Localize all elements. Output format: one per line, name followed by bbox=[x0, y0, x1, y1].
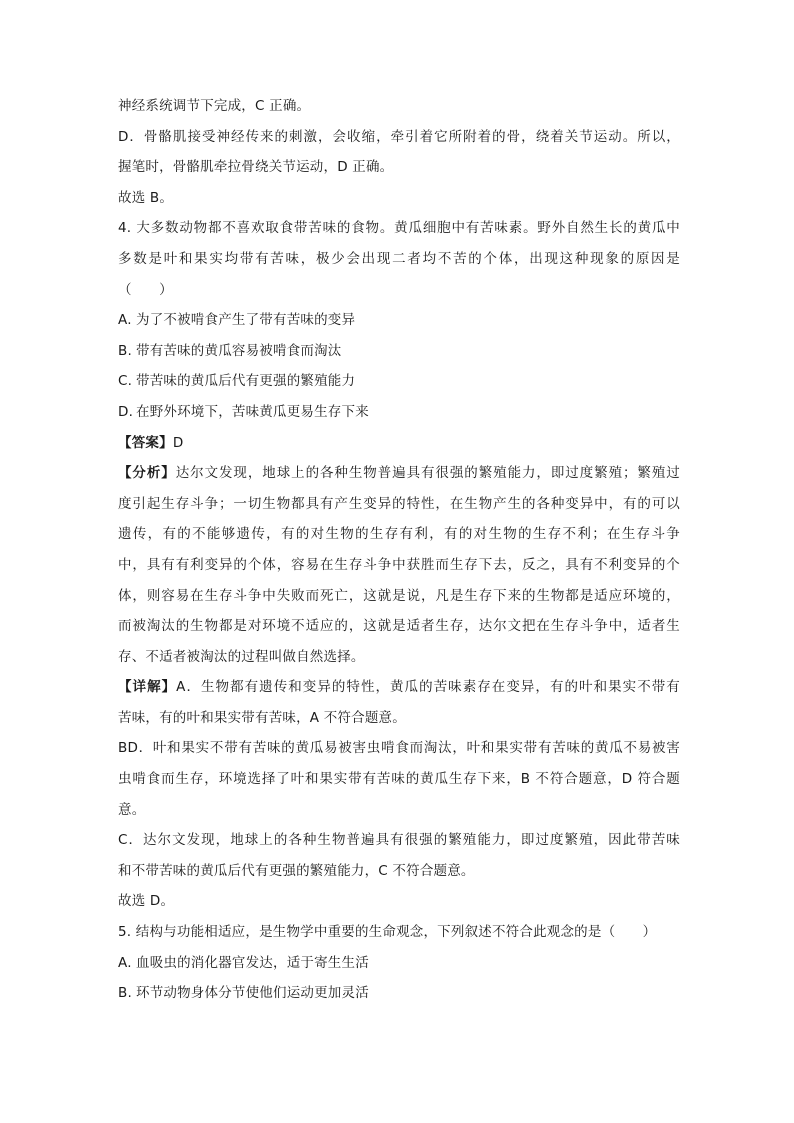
option-key: B. bbox=[118, 985, 132, 1002]
option-text: 在野外环境下，苦味黄瓜更易生存下来 bbox=[136, 403, 369, 420]
prev-explanation-line: D．骨骼肌接受神经传来的刺激，会收缩，牵引着它所附着的骨，绕着关节运动。所以， bbox=[118, 128, 680, 145]
detail-text: A．生物都有遗传和变异的特性，黄瓜的苦味素存在变异，有的叶和果实不带有 bbox=[176, 679, 680, 696]
q4-analysis-line: 遗传，有的不能够遗传，有的对生物的生存有利，有的对生物的生存不利；在生存斗争 bbox=[118, 526, 680, 543]
answer-value: D bbox=[172, 434, 184, 451]
answer-tag: 【答案】 bbox=[118, 434, 173, 451]
q4-analysis-line: 存、不适者被淘汰的过程叫做自然选择。 bbox=[118, 648, 365, 665]
q4-answer-blank: （ ） bbox=[118, 281, 173, 298]
q4-analysis-line: 而被淘汰的生物都是对环境不适应的，这就是适者生存，达尔文把在生存斗争中，适者生 bbox=[118, 618, 680, 635]
option-key: B. bbox=[118, 342, 132, 359]
q4-option-b bbox=[118, 342, 680, 361]
option-key: D. bbox=[118, 403, 134, 420]
q5-stem: 5. 结构与功能相适应，是生物学中重要的生命观念，下列叙述不符合此观念的是（ ） bbox=[118, 924, 657, 941]
q4-option-a bbox=[118, 311, 680, 330]
q4-stem-line: 4. 大多数动物都不喜欢取食带苦味的食物。黄瓜细胞中有苦味素。野外自然生长的黄瓜中 bbox=[118, 220, 680, 237]
prev-conclusion: 故选 B。 bbox=[118, 189, 174, 206]
option-text: 为了不被啃食产生了带有苦味的变异 bbox=[136, 312, 356, 329]
q4-detail-line: 苦味，有的叶和果实带有苦味，A 不符合题意。 bbox=[118, 709, 406, 726]
q5-option-a bbox=[118, 954, 680, 973]
q4-detail-line bbox=[118, 678, 680, 697]
option-key: A. bbox=[118, 954, 132, 971]
q4-detail-line: C．达尔文发现，地球上的各种生物普遍具有很强的繁殖能力，即过度繁殖，因此带苦味 bbox=[118, 832, 680, 849]
q4-stem-line: 多数是叶和果实均带有苦味，极少会出现二者均不苦的个体，出现这种现象的原因是 bbox=[118, 250, 680, 267]
option-text: 环节动物身体分节使他们运动更加灵活 bbox=[136, 985, 369, 1002]
q4-option-d bbox=[118, 403, 680, 422]
option-key: A. bbox=[118, 312, 132, 329]
option-key: C. bbox=[118, 373, 133, 390]
prev-explanation-line: 神经系统调节下完成，C 正确。 bbox=[118, 98, 311, 114]
q4-detail-line: BD．叶和果实不带有苦味的黄瓜易被害虫啃食而淘汰，叶和果实带有苦味的黄瓜不易被害 bbox=[118, 740, 680, 757]
option-text: 带有苦味的黄瓜容易被啃食而淘汰 bbox=[136, 342, 342, 359]
document-page bbox=[118, 97, 680, 1015]
q4-analysis-line: 体，则容易在生存斗争中失败而死亡，这就是说，凡是生存下来的生物都是适应环境的， bbox=[118, 587, 680, 604]
q4-option-c bbox=[118, 372, 680, 391]
q4-detail-line: 虫啃食而生存，环境选择了叶和果实带有苦味的黄瓜生存下来，B 不符合题意，D 符合题 bbox=[118, 771, 680, 788]
analysis-text: 达尔文发现，地球上的各种生物普遍具有很强的繁殖能力，即过度繁殖；繁殖过 bbox=[175, 465, 680, 482]
option-text: 血吸虫的消化器官发达，适于寄生生活 bbox=[136, 954, 369, 971]
prev-explanation-line: 握笔时，骨骼肌牵拉骨绕关节运动，D 正确。 bbox=[118, 159, 394, 176]
analysis-tag: 【分析】 bbox=[118, 465, 176, 482]
q4-analysis-line bbox=[118, 464, 680, 483]
q4-detail-line: 和不带苦味的黄瓜后代有更强的繁殖能力，C 不符合题意。 bbox=[118, 862, 475, 879]
q4-answer bbox=[118, 434, 680, 453]
q4-conclusion: 故选 D。 bbox=[118, 893, 175, 910]
option-text: 带苦味的黄瓜后代有更强的繁殖能力 bbox=[136, 373, 356, 390]
q5-option-b bbox=[118, 984, 680, 1003]
q4-analysis-line: 中，具有有利变异的个体，容易在生存斗争中获胜而生存下去，反之，具有不利变异的个 bbox=[118, 556, 680, 573]
q4-analysis-line: 度引起生存斗争；一切生物都具有产生变异的特性，在生物产生的各种变异中，有的可以 bbox=[118, 495, 680, 512]
detail-tag: 【详解】 bbox=[118, 679, 177, 696]
q4-detail-line: 意。 bbox=[118, 801, 146, 818]
